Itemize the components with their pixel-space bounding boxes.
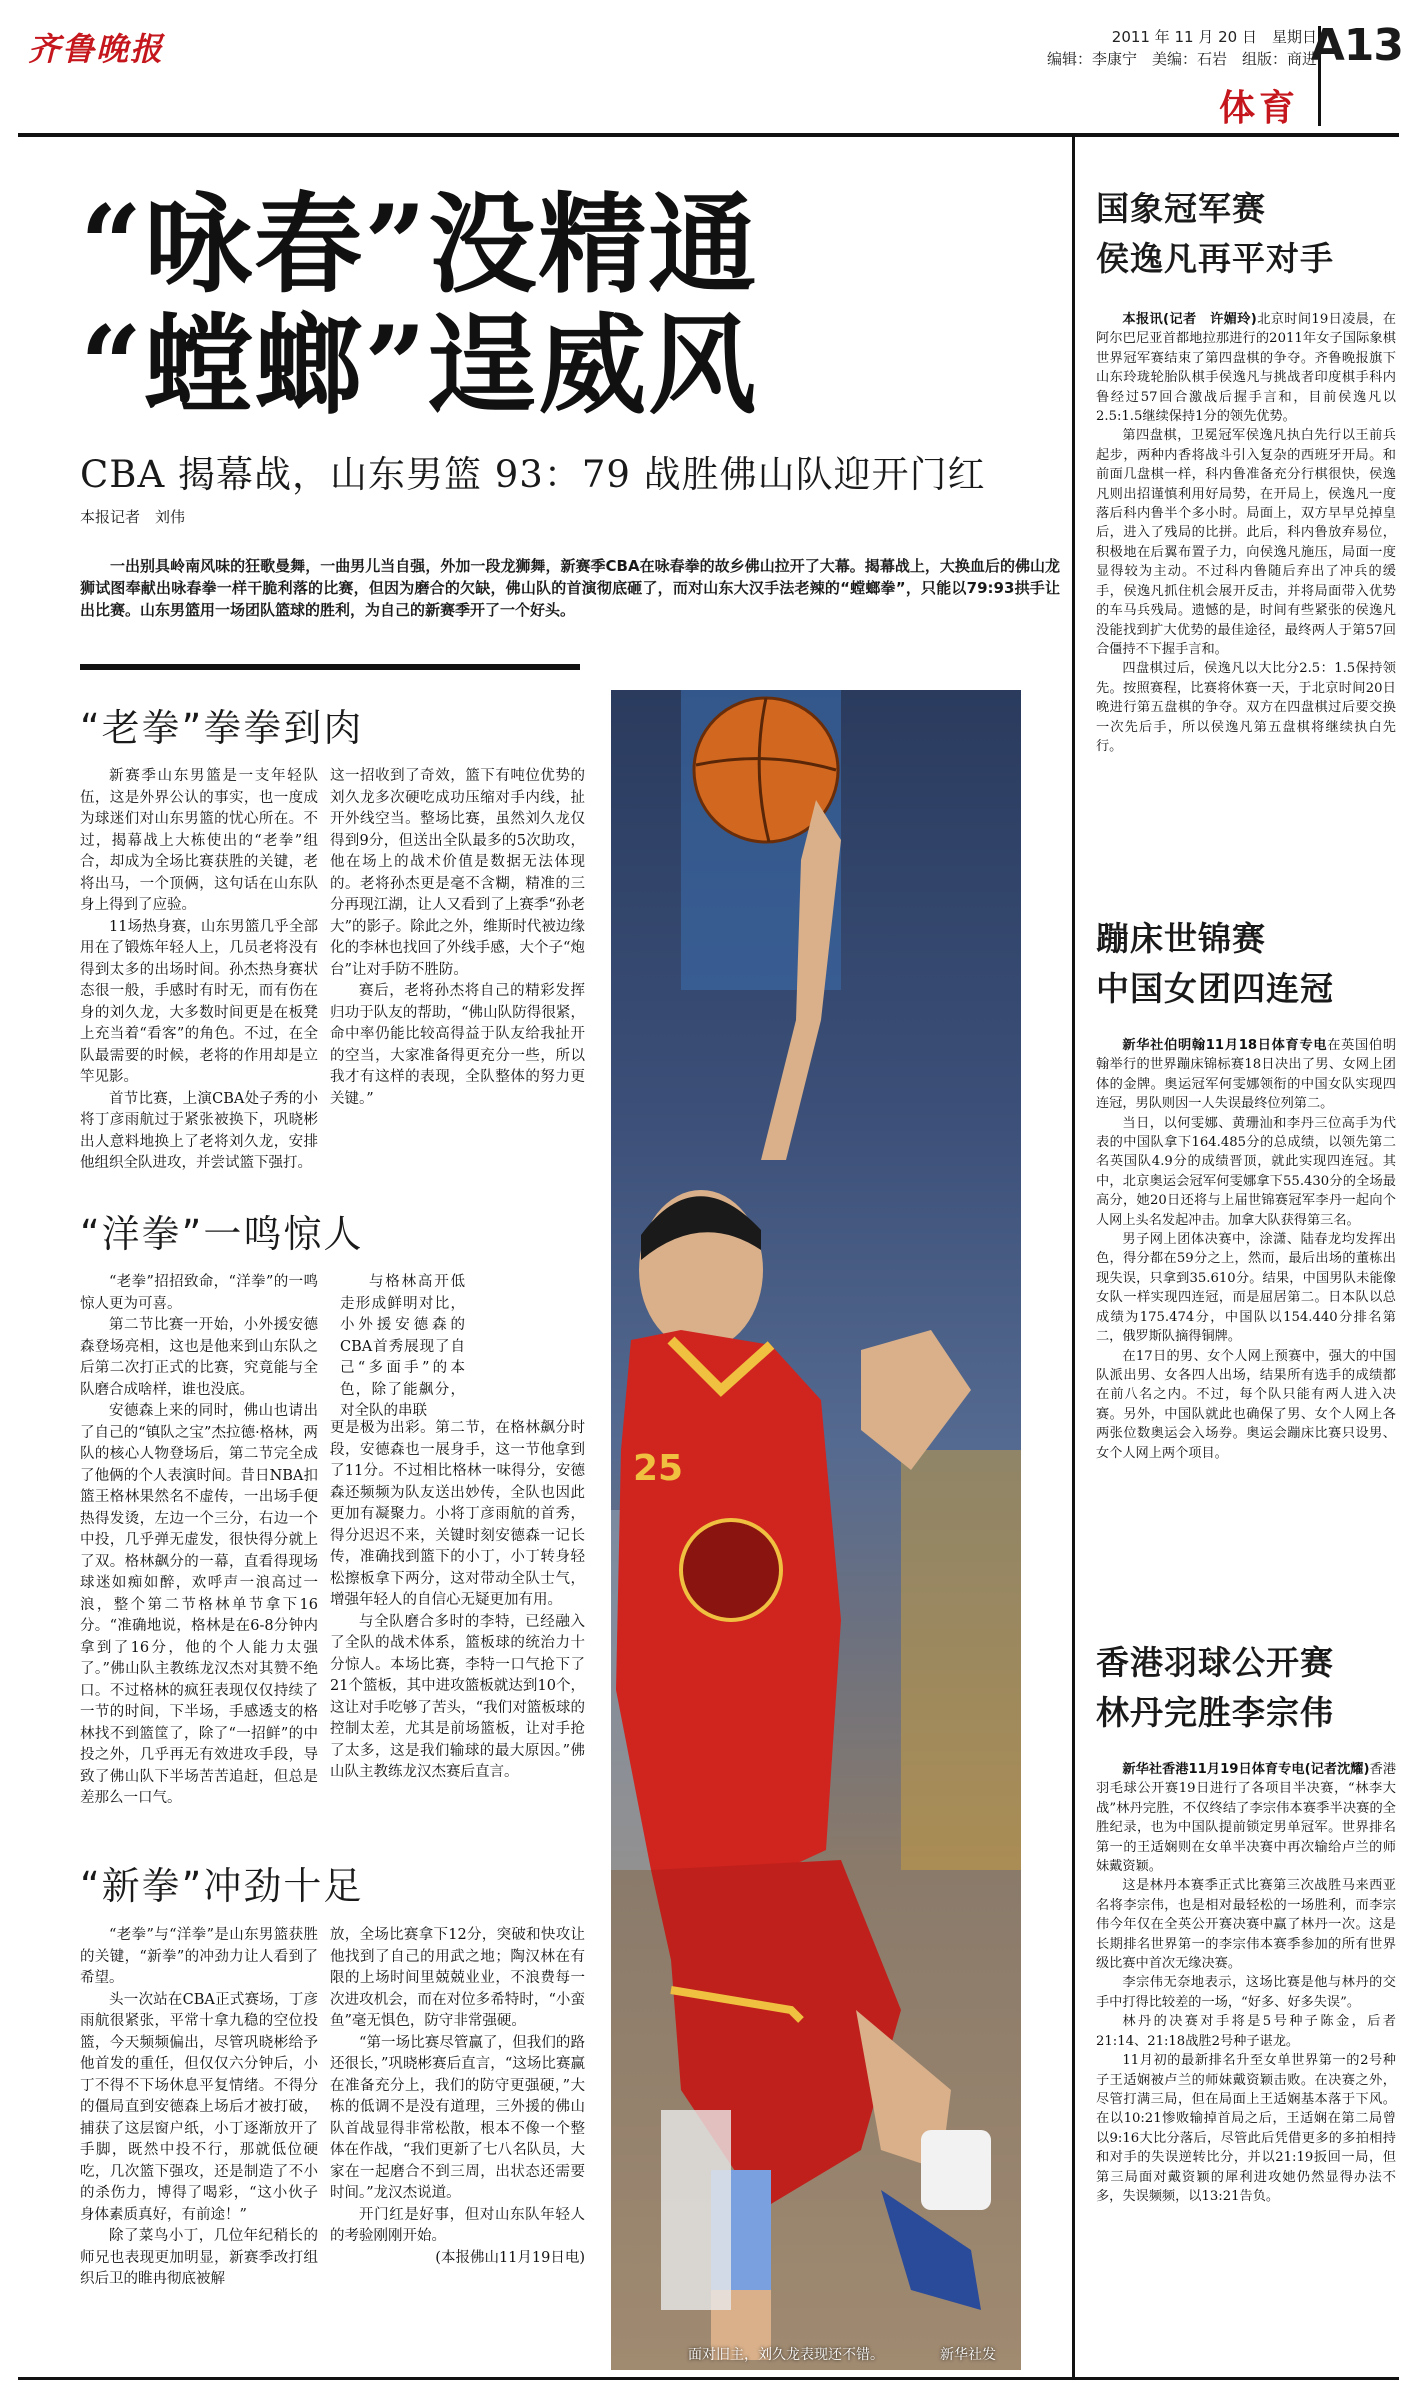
sidebar-article-chess <box>1096 310 1396 900</box>
sidebar-headline-badminton <box>1096 1638 1334 1738</box>
editor-credits: 编辑：李康宁 美编：石岩 组版：商进 <box>1046 50 1317 68</box>
paragraph: 四盘棋过后，侯逸凡以大比分2.5：1.5保持领先。按照赛程，比赛将休赛一天，于北京时间20日晚进行第五盘棋的争夺。双方在四盘棋过后要交换一次先后手，所以侯逸凡第五盘棋将继续执白先行。 <box>1096 661 1396 754</box>
paragraph: 香港羽毛球公开赛19日进行了各项目半决赛，“林李大战”林丹完胜，不仅终结了李宗伟本赛季半决赛的全胜纪录，也为中国队提前锁定男单冠军。世界排名第一的王适娴则在女单半决赛中再次输给卢兰的师妹戴资颖。 <box>1096 1762 1396 1875</box>
paragraph: 11月初的最新排名升至女单世界第一的2号种子王适娴被卢兰的师妹戴资颖击败。在决赛之外，尽管打满三局，但在局面上王适娴基本落于下风。在以10:21惨败输掉首局之后，王适娴在第二局曾以9:16大比分落后，尽管此后凭借更多的多拍相持和对手的失误逆转比分，并以21:19扳回一局，但第三局面对戴资颖的犀利进攻她仍然显得办法不多，失误频频，以13:21告负。 <box>1096 2053 1396 2204</box>
paragraph: 新赛季山东男篮是一支年轻队伍，这是外界公认的事实，也一度成为球迷们对山东男篮的忧心所在。不过，揭幕战上大栋使出的“老拳”组合，却成为全场比赛获胜的关键，老将出马，一个顶俩，这句话在山东队身上得到了应验。 <box>80 768 318 913</box>
paragraph: 赛后，老将孙杰将自己的精彩发挥归功于队友的帮助，“佛山队防得很紧，命中率仍能比较高得益于队友给我扯开的空当，大家准备得更充分一些，所以我才有这样的表现，全队整体的努力更关键。” <box>330 983 585 1107</box>
byline: 本报记者 刘伟 <box>80 508 186 526</box>
section-heading-old-fist: “老拳”拳拳到肉 <box>80 706 364 750</box>
paragraph: 放，全场比赛拿下12分，突破和快攻让他找到了自己的用武之地；陶汉林在有限的上场时间里兢兢业业，不浪费每一次进攻机会，而在对位多希特时，“小蛮鱼”毫无惧色，防守非常强硬。 <box>330 1927 585 2029</box>
paragraph: 11场热身赛，山东男篮几乎全部用在了锻炼年轻人上，几员老将没有得到太多的出场时间。孙杰热身赛状态很一般，手感时有时无，而有伤在身的刘久龙，大多数时间更是在板凳上充当着“看客”的角色。不过，在全队最需要的时候，老将的作用却是立竿见影。 <box>80 918 318 1085</box>
subheadline: CBA 揭幕战，山东男篮 93：79 战胜佛山队迎开门红 <box>80 453 986 496</box>
page-number: A13 <box>1310 20 1403 71</box>
paragraph: “老拳”招招致命，“洋拳”的一鸣惊人更为可喜。 <box>80 1274 318 1312</box>
photo-credit: 新华社发 <box>940 2347 996 2363</box>
paragraph: 林丹的决赛对手将是5号种子陈金，后者21:14、21:18战胜2号种子谌龙。 <box>1096 2014 1396 2049</box>
signoff: (本报佛山11月19日电) <box>435 2249 585 2266</box>
paragraph: 与全队磨合多时的李特，已经融入了全队的战术体系，篮板球的统治力十分惊人。本场比赛，李特一口气抢下了21个篮板，其中进攻篮板就达到10个，这让对手吃够了苦头，“我们对篮板球的控制太差，尤其是前场篮板，让对手抢了太多，这是我们输球的最大原因。”佛山队主教练龙汉杰赛后直言。 <box>330 1613 585 1780</box>
paragraph: 除了菜鸟小丁，几位年纪稍长的师兄也表现更加明显，新赛季改打组织后卫的睢冉彻底被解 <box>80 2228 318 2287</box>
sidebar-article-trampoline <box>1096 1036 1396 1626</box>
sidebar-title-line-2: 中国女团四连冠 <box>1096 969 1334 1008</box>
paragraph: 第二节比赛一开始，小外援安德森登场亮相，这也是他来到山东队之后第二次打正式的比赛，究竟能与全队磨合成啥样，谁也没底。 <box>80 1317 318 1398</box>
section-label: 体育 <box>1218 88 1299 129</box>
issue-meta <box>1047 26 1317 70</box>
lead-rule <box>80 664 580 670</box>
sidebar-article-badminton <box>1096 1760 1396 2365</box>
photo-caption: 面对旧主，刘久龙表现还不错。 <box>688 2347 884 2363</box>
paragraph: 安德森上来的同时，佛山也请出了自己的“镇队之宝”杰拉德·格林，两队的核心人物登场后，第二节完全成了他俩的个人表演时间。昔日NBA扣篮王格林果然名不虚传，一出场手便热得发烫，左边一个三分，右边一个中投，几乎弹无虚发，很快得分就上了双。格林飙分的一幕，直看得现场球迷如痴如醉，欢呼声一浪高过一浪，整个第二节格林单节拿下16分。“准确地说，格林是在6-8分钟内拿到了16分，他的个人能力太强了。”佛山队主教练龙汉杰对其赞不绝口。不过格林的疯狂表现仅仅持续了一节的时间，下半场，手感透支的格林找不到篮筐了，除了“一招鲜”的中投之外，几乎再无有效进攻手段，导致了佛山队下半场苦苦追赶，但总是差那么一口气。 <box>80 1403 318 1806</box>
paragraph: 在17日的男、女个人网上预赛中，强大的中国队派出男、女各四人出场，结果所有选手的成绩都在前八名之内。不过，每个队只能有两人进入决赛。另外，中国队就此也确保了男、女个人网上各两张位数奥运会入场券。奥运会蹦床比赛只设男、女个人网上两个项目。 <box>1096 1348 1396 1461</box>
headline-line-2: “螳螂”逞威风 <box>80 303 759 429</box>
paragraph: 头一次站在CBA正式赛场，丁彦雨航很紧张，平常十拿九稳的空位投篮，今天频频偏出，尽管巩晓彬给予他首发的重任，但仅仅六分钟后，小丁不得不下场休息平复情绪。不得分的僵局直到安德森上场后才被打破，捕获了这层窗户纸，小丁逐渐放开了手脚，既然中投不行，那就低位硬吃，几次篮下强攻，还是制造了不小的杀伤力，博得了喝彩，“这小伙子身体素质真好，有前途！” <box>80 1991 318 2223</box>
paragraph: “老拳”与“洋拳”是山东男篮获胜的关键，“新拳”的冲劲力让人看到了希望。 <box>80 1927 318 1986</box>
sidebar-title-line-2: 林丹完胜李宗伟 <box>1096 1693 1334 1732</box>
dateline: 本报讯(记者 许媚玲) <box>1122 312 1257 327</box>
paragraph: 这是林丹本赛季正式比赛第三次战胜马来西亚名将李宗伟，也是相对最轻松的一场胜利，而李宗伟今年仅在全英公开赛决赛中赢了林丹一次。这是长期排名世界第一的李宗伟本赛季参加的所有世界级比赛中首次无缘决赛。 <box>1096 1878 1396 1972</box>
paragraph: 第四盘棋，卫冕冠军侯逸凡执白先行以王前兵起步，两种内香将战斗引入复杂的西班牙开局。和前面几盘棋一样，科内鲁准备充分行棋很快，侯逸凡则出招谨慎利用好局势，在开局上，侯逸凡一度落后科内鲁半个多小时。局面上，双方早早兑掉皇后，进入了残局的比拼。此后，科内鲁放弃易位，积极地在后翼布置子力，向侯逸凡施压，局面一度显得较为主动。不过科内鲁随后弃出了冲兵的缓手，侯逸凡抓住机会展开反击，并将局面带入优势的车马兵残局。遗憾的是，时间有些紧张的侯逸凡没能找到扩大优势的最佳途径，最终两人于第57回合僵持不下握手言和。 <box>1096 428 1396 657</box>
lead-paragraph: 一出别具岭南风味的狂歌曼舞，一曲男儿当自强，外加一段龙狮舞，新赛季CBA在咏春拳的故乡佛山拉开了大幕。揭幕战上，大换血后的佛山龙狮试图奉献出咏春拳一样干脆利落的比赛，但因为磨合的欠缺，佛山队的首演彻底砸了，而对山东大汉手法老辣的“螳螂拳”，只能以79:93拱手让出比赛。山东男篮用一场团队篮球的胜利，为自己的新赛季开了一个好头。 <box>80 557 1060 619</box>
sidebar-headline-trampoline <box>1096 914 1334 1014</box>
issue-date: 2011 年 11 月 20 日 星期日 <box>1111 28 1317 46</box>
headline-line-1: “咏春”没精通 <box>80 182 759 308</box>
player-illustration <box>611 690 1021 2370</box>
paragraph: 这一招收到了奇效，篮下有吨位优势的刘久龙多次硬吃成功压缩对手内线，扯开外线空当。整场比赛，虽然刘久龙仅得到9分，但送出全队最多的5次助攻，他在场上的战术价值是数据无法体现的。老将孙杰更是毫不含糊，精准的三分再现江湖，让人又看到了上赛季“孙老大”的影子。除此之外，维斯时代被边缘化的李林也找回了外线手感，大个子“炮台”让对手防不胜防。 <box>330 768 585 978</box>
paragraph: 李宗伟无奈地表示，这场比赛是他与林丹的交手中打得比较差的一场，“好多、好多失误”。 <box>1096 1975 1396 2010</box>
article-column <box>80 766 318 1186</box>
bottom-rule <box>18 2377 1399 2380</box>
article-column <box>330 1925 585 2345</box>
sidebar-title-line-1: 香港羽球公开赛 <box>1096 1643 1334 1682</box>
section-heading-new-fist: “新拳”冲劲十足 <box>80 1864 364 1908</box>
paragraph: 男子网上团体决赛中，涂潇、陆春龙均发挥出色，得分都在59分之上，然而，最后出场的董栋出现失误，只拿到35.610分。结果，中国男队未能像女队一样实现四连冠，而是屈居第二。日本队以总成绩为175.474分，中国队以154.440分排名第二，俄罗斯队摘得铜牌。 <box>1096 1232 1396 1345</box>
sidebar-title-line-1: 蹦床世锦赛 <box>1096 919 1266 958</box>
column-rule <box>1072 137 1075 2380</box>
dateline: 新华社香港11月19日体育专电(记者沈耀) <box>1122 1762 1370 1777</box>
paragraph: “第一场比赛尽管赢了，但我们的路还很长，”巩晓彬赛后直言，“这场比赛赢在准备充分上，我们的防守更强硬，”大栋的低调不是没有道理，三外援的佛山队首战显得非常松散，根本不像一个整体在作战，“我们更新了七八名队员，大家在一起磨合不到三周，出状态还需要时间。”龙汉杰说道。 <box>330 2034 585 2201</box>
article-column <box>330 1418 585 1848</box>
top-rule <box>18 133 1399 137</box>
article-column <box>330 766 585 1166</box>
svg-text:25: 25 <box>633 1448 684 1489</box>
paragraph: 在英国伯明翰举行的世界蹦床锦标赛18日决出了男、女网上团体的金牌。奥运冠军何雯娜领衔的中国女队实现四连冠，男队则因一人失误最终位列第二。 <box>1096 1038 1396 1112</box>
sidebar-title-line-1: 国象冠军赛 <box>1096 189 1266 228</box>
sidebar-headline-chess <box>1096 184 1334 284</box>
paragraph: 开门红是好事，但对山东队年轻人的考验刚刚开始。 <box>330 2206 585 2244</box>
sidebar-title-line-2: 侯逸凡再平对手 <box>1096 239 1334 278</box>
article-column <box>80 1925 318 2365</box>
paragraph: 更是极为出彩。第二节，在格林飙分时段，安德森也一展身手，这一节他拿到了11分。不过相比格林一味得分，安德森还频频为队友送出妙传，全队也因此更加有凝聚力。小将丁彦雨航的首秀，得分迟迟不来，关键时刻安德森一记长传，准确找到篮下的小丁，小丁转身轻松擦板拿下两分，这对带动全队士气，增强年轻人的自信心无疑更加有用。 <box>330 1420 585 1608</box>
paragraph: 首节比赛，上演CBA处子秀的小将丁彦雨航过于紧张被换下，巩晓彬出人意料地换上了老将刘久龙，安排他组织全队进攻，并尝试篮下强打。 <box>80 1090 318 1171</box>
paragraph: 与格林高开低走形成鲜明对比，小外援安德森的CBA首秀展现了自己“多面手”的本色，除了能飙分，对全队的串联 <box>340 1274 465 1419</box>
dateline: 新华社伯明翰11月18日体育专电 <box>1122 1038 1328 1053</box>
basketball-player-photo <box>611 690 1021 2370</box>
paragraph: 北京时间19日凌晨，在阿尔巴尼亚首都地拉那进行的2011年女子国际象棋世界冠军赛结束了第四盘棋的争夺。齐鲁晚报旗下山东玲珑轮胎队棋手侯逸凡与挑战者印度棋手科内鲁经过57回合激战后握手言和，目前侯逸凡以2.5:1.5继续保持1分的领先优势。 <box>1096 312 1396 425</box>
article-column <box>340 1272 465 1422</box>
section-heading-foreign-fist: “洋拳”一鸣惊人 <box>80 1212 364 1256</box>
paragraph: 当日，以何雯娜、黄珊汕和李丹三位高手为代表的中国队拿下164.485分的总成绩，以领先第二名英国队4.9分的成绩晋顶，就此实现四连冠。其中，北京奥运会冠军何雯娜拿下55.430分的全场最高分，她20日还将与上届世锦赛冠军李丹一起向个人网上头名发起冲击。加拿大队获得第三名。 <box>1096 1115 1396 1228</box>
newspaper-logo: 齐鲁晚报 <box>28 30 165 68</box>
article-column <box>80 1272 318 1847</box>
